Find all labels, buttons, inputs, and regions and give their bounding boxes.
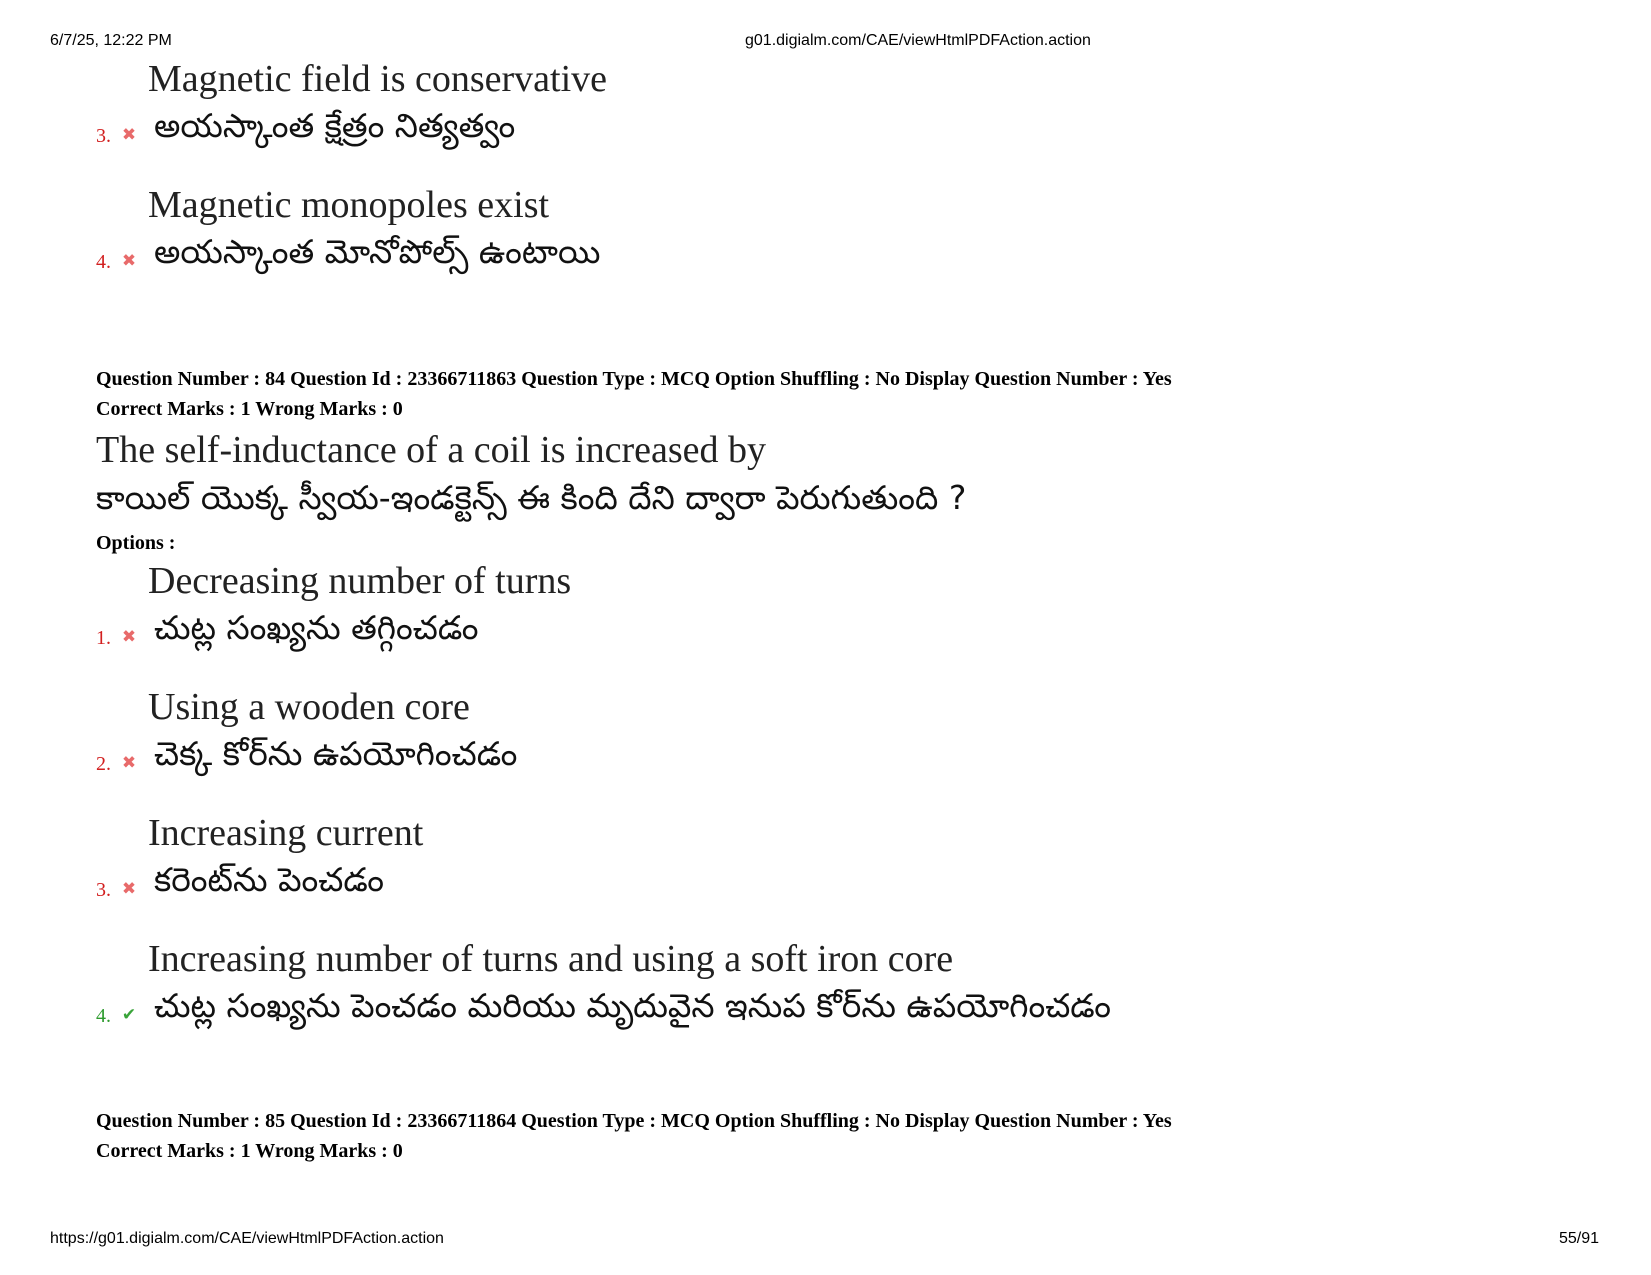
option-telugu: కరెంట్‌ను పెంచడం bbox=[154, 860, 385, 899]
option-english: Magnetic monopoles exist bbox=[148, 184, 550, 226]
check-icon: ✔ bbox=[121, 1005, 137, 1024]
options-label: Options : bbox=[96, 532, 176, 554]
question-marks: Correct Marks : 1 Wrong Marks : 0 bbox=[96, 1140, 403, 1162]
option-telugu: అయస్కాంత మోనోపోల్స్ ఉంటాయి bbox=[154, 232, 601, 271]
question-84 bbox=[96, 364, 1556, 1030]
option-number: 1. bbox=[96, 627, 111, 649]
cross-icon: ✖ bbox=[121, 125, 137, 144]
cross-icon: ✖ bbox=[121, 879, 137, 898]
option-4 bbox=[96, 936, 1556, 1030]
option-telugu: అయస్కాంత క్షేత్రం నిత్యత్వం bbox=[154, 106, 516, 145]
option-number: 3. bbox=[96, 125, 111, 147]
cross-icon: ✖ bbox=[121, 753, 137, 772]
question-marks: Correct Marks : 1 Wrong Marks : 0 bbox=[96, 398, 403, 420]
option-telugu: చుట్ల సంఖ్యను పెంచడం మరియు మృదువైన ఇనుప కోర్‌ను ఉపయోగించడం bbox=[154, 986, 1111, 1025]
option-number: 4. bbox=[96, 251, 111, 273]
option-2 bbox=[96, 684, 1556, 778]
option-number: 2. bbox=[96, 753, 111, 775]
footer-url: https://g01.digialm.com/CAE/viewHtmlPDFAction.action bbox=[50, 1230, 444, 1247]
option-3 bbox=[96, 810, 1556, 904]
question-meta: Question Number : 84 Question Id : 23366711863 Question Type : MCQ Option Shuffling : No Display Question Number : Yes bbox=[96, 368, 1172, 390]
option-english: Using a wooden core bbox=[148, 686, 470, 728]
option-number: 4. bbox=[96, 1005, 111, 1027]
cross-icon: ✖ bbox=[121, 251, 137, 270]
question-85 bbox=[96, 1106, 1556, 1166]
option-number: 3. bbox=[96, 879, 111, 901]
option-english: Increasing number of turns and using a soft iron core bbox=[148, 938, 954, 980]
question-meta: Question Number : 85 Question Id : 23366711864 Question Type : MCQ Option Shuffling : No Display Question Number : Yes bbox=[96, 1110, 1172, 1132]
cross-icon: ✖ bbox=[121, 627, 137, 646]
page-content bbox=[96, 56, 1556, 1166]
question-text-english: The self-inductance of a coil is increased by bbox=[96, 429, 766, 471]
option-english: Increasing current bbox=[148, 812, 424, 854]
print-header bbox=[0, 32, 1651, 54]
option-telugu: చుట్ల సంఖ్యను తగ్గించడం bbox=[154, 608, 479, 647]
print-url: g01.digialm.com/CAE/viewHtmlPDFAction.action bbox=[745, 32, 1091, 49]
option-english: Decreasing number of turns bbox=[148, 560, 572, 602]
option-telugu: చెక్క కోర్‌ను ఉపయోగించడం bbox=[154, 734, 518, 773]
option-english: Magnetic field is conservative bbox=[148, 58, 608, 100]
option-1 bbox=[96, 558, 1556, 652]
prev-option-4 bbox=[96, 182, 1556, 276]
page-number: 55/91 bbox=[1558, 1230, 1599, 1247]
print-footer bbox=[0, 1230, 1651, 1252]
print-datetime: 6/7/25, 12:22 PM bbox=[50, 32, 172, 49]
prev-option-3 bbox=[96, 56, 1556, 150]
question-text-telugu: కాయిల్ యొక్క స్వీయ-ఇండక్టెన్స్ ఈ కింది దేని ద్వారా పెరుగుతుంది ? bbox=[96, 478, 967, 517]
